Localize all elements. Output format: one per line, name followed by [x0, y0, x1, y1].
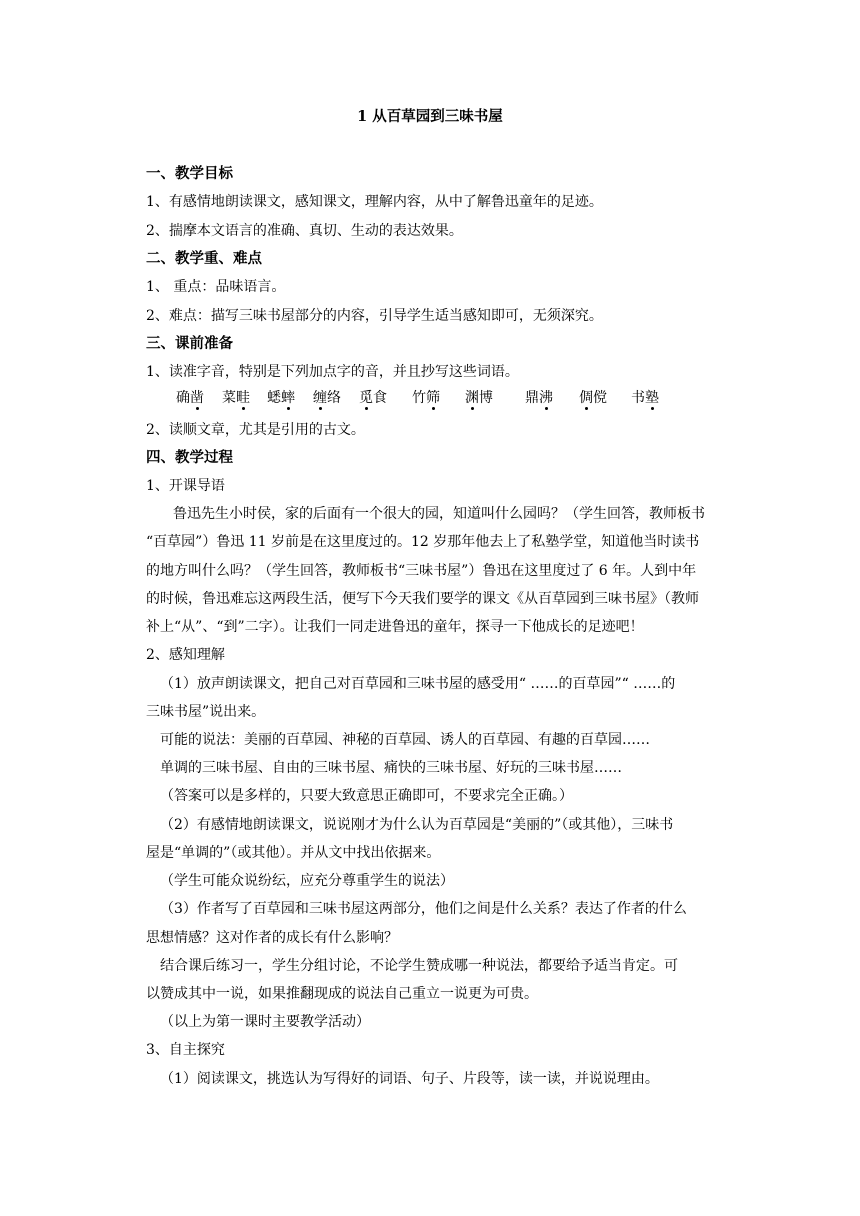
- preparation-item: 1、读准字音，特别是下列加点字的音，并且抄写这些词语。: [146, 364, 519, 380]
- vocabulary-char: 畦: [236, 390, 250, 406]
- vocabulary-word: [631, 388, 659, 408]
- subheading-perception: 2、感知理解: [146, 647, 225, 663]
- vocabulary-word: [176, 388, 204, 408]
- vocabulary-word: [412, 388, 440, 408]
- vocabulary-word: [222, 388, 250, 408]
- subheading-opening: 1、开课导语: [146, 478, 225, 494]
- vocabulary-char: 书: [631, 390, 645, 406]
- paragraph-line: 的地方叫什么吗？（学生回答，教师板书“三味书屋”）鲁迅在这里度过了 6 年。人到中年: [146, 563, 697, 579]
- paragraph-line: 结合课后练习一，学生分组讨论，不论学生赞成哪一种说法，都要给予适当肯定。可: [160, 958, 678, 974]
- paragraph-line: 鲁迅先生小时侯，家的后面有一个很大的园，知道叫什么园吗？（学生回答，教师板书: [173, 506, 705, 522]
- vocabulary-word: [525, 388, 553, 408]
- vocabulary-char: 觅: [359, 390, 373, 406]
- paragraph-line: 补上“从”、“到”二字）。让我们一同走进鲁迅的童年，探寻一下他成长的足迹吧！: [146, 619, 644, 635]
- goal-item: 2、揣摩本文语言的准确、真切、生动的表达效果。: [146, 223, 463, 239]
- vocabulary-char: 渊: [465, 390, 479, 406]
- vocabulary-char: 筛: [426, 390, 440, 406]
- vocabulary-char: 倜: [579, 390, 593, 406]
- paragraph-line: （2）有感情地朗读课文，说说刚才为什么认为百草园是“美丽的”（或其他），三味书: [160, 817, 674, 833]
- vocabulary-char: 食: [373, 390, 387, 406]
- goal-item: 1、有感情地朗读课文，感知课文，理解内容，从中了解鲁迅童年的足迹。: [146, 194, 603, 210]
- paragraph-line: “百草园”）鲁迅 11 岁前是在这里度过的。12 岁那年他去上了私塾学堂，知道他当时读书: [146, 534, 700, 550]
- preparation-item: 2、读顺文章，尤其是引用的古文。: [146, 422, 365, 438]
- vocabulary-char: 缠: [313, 390, 327, 406]
- paragraph-line: （3）作者写了百草园和三味书屋这两部分，他们之间是什么关系？表达了作者的什么: [160, 901, 687, 917]
- paragraph-line: 三味书屋”说出来。: [146, 704, 266, 720]
- vocabulary-char: 凿: [190, 390, 204, 406]
- section-heading-goals: 一、教学目标: [146, 165, 233, 182]
- vocabulary-char: 确: [176, 390, 190, 406]
- vocabulary-char: 菜: [222, 390, 236, 406]
- paragraph-line: 可能的说法：美丽的百草园、神秘的百草园、诱人的百草园、有趣的百草园……: [160, 732, 650, 748]
- paragraph-line: 的时候，鲁迅难忘这两段生活，便写下今天我们要学的课文《从百草园到三味书屋》（教师: [146, 591, 699, 607]
- vocabulary-word: [267, 388, 295, 408]
- vocabulary-word: [359, 388, 387, 408]
- section-heading-key-points: 二、教学重、难点: [146, 250, 262, 267]
- key-point-item: 1、 重点：品味语言。: [146, 279, 286, 295]
- vocabulary-char: 络: [327, 390, 341, 406]
- key-point-item: 2、难点：描写三味书屋部分的内容，引导学生适当感知即可，无须深究。: [146, 308, 603, 324]
- vocabulary-char: 竹: [412, 390, 426, 406]
- vocabulary-char: 傥: [593, 390, 607, 406]
- vocabulary-char: 沸: [539, 390, 553, 406]
- vocabulary-char: 鼎: [525, 390, 539, 406]
- subheading-exploration: 3、自主探究: [146, 1042, 225, 1058]
- paragraph-line: 单调的三味书屋、自由的三味书屋、痛快的三味书屋、好玩的三味书屋……: [160, 760, 622, 776]
- vocabulary-char: 蟀: [281, 390, 295, 406]
- vocabulary-char: 蟋: [267, 390, 281, 406]
- note-line: （答案可以是多样的，只要大致意思正确即可，不要求完全正确。）: [160, 788, 573, 804]
- paragraph-line: 以赞成其中一说，如果推翻现成的说法自己重立一说更为可贵。: [146, 986, 538, 1002]
- vocabulary-char: 塾: [645, 390, 659, 406]
- note-line: （学生可能众说纷纭，应充分尊重学生的说法）: [160, 873, 454, 889]
- section-heading-preparation: 三、课前准备: [146, 335, 233, 352]
- page-title: 1 从百草园到三味书屋: [357, 108, 503, 125]
- vocabulary-word: [465, 388, 493, 408]
- section-heading-process: 四、教学过程: [146, 449, 233, 466]
- vocabulary-word: [579, 388, 607, 408]
- note-line: （以上为第一课时主要教学活动）: [160, 1014, 370, 1030]
- vocabulary-word: [313, 388, 341, 408]
- paragraph-line: 思想情感？这对作者的成长有什么影响？: [146, 930, 398, 946]
- paragraph-line: 屋是“单调的”（或其他）。并从文中找出依据来。: [146, 845, 441, 861]
- paragraph-line: （1）放声朗读课文，把自己对百草园和三味书屋的感受用“ ……的百草园”“ ……的: [160, 676, 676, 692]
- paragraph-line: （1）阅读课文，挑选认为写得好的词语、句子、片段等，读一读，并说说理由。: [160, 1071, 659, 1087]
- vocabulary-char: 博: [479, 390, 493, 406]
